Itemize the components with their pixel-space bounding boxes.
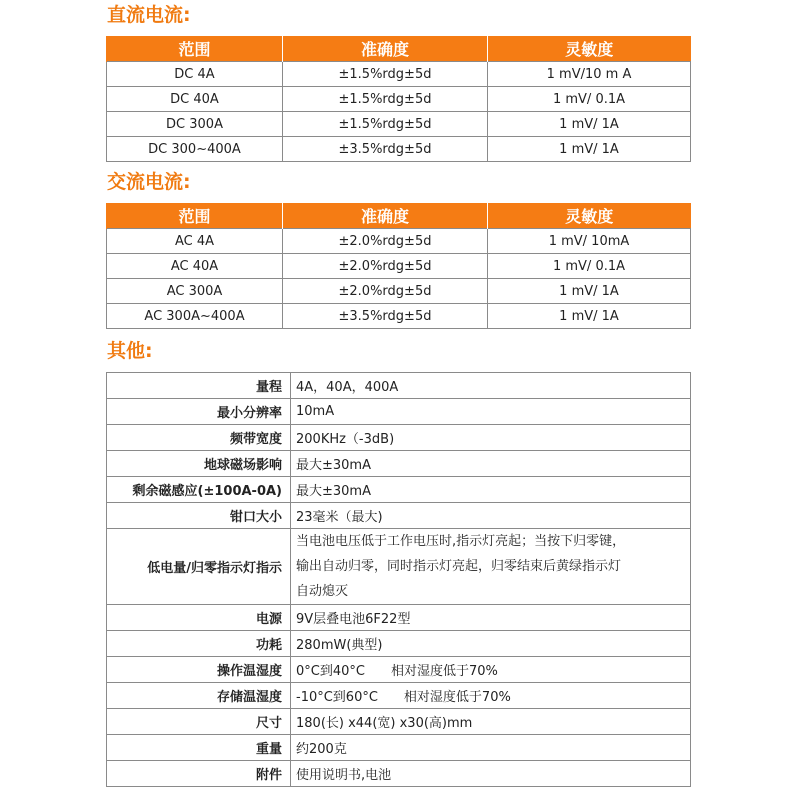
spec-value-cell: 9V层叠电池6F22型 — [291, 605, 691, 631]
spec-key-cell: 剩余磁感应(±100A-0A) — [107, 477, 291, 503]
sensitivity-cell: 1 mV/ 1A — [488, 279, 691, 304]
dc-header-row — [107, 36, 691, 62]
sensitivity-cell: 1 mV/ 1A — [488, 137, 691, 162]
spec-value-line: 输出自动归零，同时指示灯亮起，归零结束后黄绿指示灯 — [296, 559, 622, 574]
spec-value-cell: 使用说明书,电池 — [291, 761, 691, 787]
spec-key-cell: 频带宽度 — [107, 425, 291, 451]
spec-key-cell: 功耗 — [107, 631, 291, 657]
ac-section-title: 交流电流: — [107, 171, 191, 193]
table-row — [107, 605, 691, 631]
table-row — [107, 304, 691, 329]
ac-header-sensitivity: 灵敏度 — [488, 203, 691, 229]
range-cell: AC 4A — [107, 229, 283, 254]
ac-spec-table — [106, 203, 691, 329]
spec-key-cell: 附件 — [107, 761, 291, 787]
dc-header-sensitivity: 灵敏度 — [488, 36, 691, 62]
spec-key-cell: 地球磁场影响 — [107, 451, 291, 477]
spec-key-cell: 钳口大小 — [107, 503, 291, 529]
dc-header-accuracy: 准确度 — [283, 36, 488, 62]
ac-header-accuracy: 准确度 — [283, 203, 488, 229]
spec-key-cell: 低电量/归零指示灯指示 — [107, 529, 291, 605]
accuracy-cell: ±1.5%rdg±5d — [283, 62, 488, 87]
range-cell: DC 40A — [107, 87, 283, 112]
accuracy-cell: ±2.0%rdg±5d — [283, 229, 488, 254]
table-row — [107, 229, 691, 254]
accuracy-cell: ±2.0%rdg±5d — [283, 254, 488, 279]
ac-header-range: 范围 — [107, 203, 283, 229]
accuracy-cell: ±1.5%rdg±5d — [283, 87, 488, 112]
dc-spec-table — [106, 36, 691, 162]
accuracy-cell: ±1.5%rdg±5d — [283, 112, 488, 137]
table-row — [107, 683, 691, 709]
table-row — [107, 451, 691, 477]
table-row — [107, 254, 691, 279]
dc-header-range: 范围 — [107, 36, 283, 62]
sensitivity-cell: 1 mV/ 1A — [488, 304, 691, 329]
spec-value-cell: 0°C到40°C 相对湿度低于70% — [291, 657, 691, 683]
table-row — [107, 761, 691, 787]
table-row — [107, 529, 691, 605]
sensitivity-cell: 1 mV/ 10mA — [488, 229, 691, 254]
table-row — [107, 503, 691, 529]
spec-value-cell: 约200克 — [291, 735, 691, 761]
table-row — [107, 657, 691, 683]
spec-value-cell: 180(长) x44(宽) x30(高)mm — [291, 709, 691, 735]
spec-key-cell: 存储温湿度 — [107, 683, 291, 709]
other-section-title: 其他: — [107, 340, 153, 362]
range-cell: DC 300~400A — [107, 137, 283, 162]
spec-value-line: 当电池电压低于工作电压时,指示灯亮起；当按下归零键， — [296, 534, 626, 549]
table-row — [107, 735, 691, 761]
sensitivity-cell: 1 mV/ 0.1A — [488, 254, 691, 279]
table-row — [107, 112, 691, 137]
table-row — [107, 62, 691, 87]
range-cell: AC 40A — [107, 254, 283, 279]
table-row — [107, 137, 691, 162]
spec-value-cell — [291, 529, 691, 605]
table-row — [107, 399, 691, 425]
spec-value-line: 自动熄灭 — [296, 584, 349, 599]
accuracy-cell: ±2.0%rdg±5d — [283, 279, 488, 304]
accuracy-cell: ±3.5%rdg±5d — [283, 304, 488, 329]
table-row — [107, 373, 691, 399]
spec-key-cell: 操作温湿度 — [107, 657, 291, 683]
spec-key-cell: 最小分辨率 — [107, 399, 291, 425]
table-row — [107, 709, 691, 735]
table-row — [107, 477, 691, 503]
spec-value-cell: 200KHz（-3dB) — [291, 425, 691, 451]
spec-value-cell: 280mW(典型) — [291, 631, 691, 657]
spec-key-cell: 电源 — [107, 605, 291, 631]
range-cell: AC 300A — [107, 279, 283, 304]
other-spec-table — [106, 372, 691, 787]
spec-value-cell: 10mA — [291, 399, 691, 425]
table-row — [107, 87, 691, 112]
table-row — [107, 425, 691, 451]
range-cell: DC 4A — [107, 62, 283, 87]
spec-value-cell: 最大±30mA — [291, 451, 691, 477]
ac-header-row — [107, 203, 691, 229]
range-cell: DC 300A — [107, 112, 283, 137]
accuracy-cell: ±3.5%rdg±5d — [283, 137, 488, 162]
spec-key-cell: 量程 — [107, 373, 291, 399]
table-row — [107, 631, 691, 657]
sensitivity-cell: 1 mV/ 0.1A — [488, 87, 691, 112]
spec-key-cell: 重量 — [107, 735, 291, 761]
spec-key-cell: 尺寸 — [107, 709, 291, 735]
spec-value-cell: -10°C到60°C 相对湿度低于70% — [291, 683, 691, 709]
range-cell: AC 300A~400A — [107, 304, 283, 329]
spec-value-cell: 最大±30mA — [291, 477, 691, 503]
spec-value-cell: 23毫米（最大) — [291, 503, 691, 529]
sensitivity-cell: 1 mV/10 m A — [488, 62, 691, 87]
spec-value-cell: 4A，40A，400A — [291, 373, 691, 399]
sensitivity-cell: 1 mV/ 1A — [488, 112, 691, 137]
dc-section-title: 直流电流: — [107, 4, 191, 26]
table-row — [107, 279, 691, 304]
